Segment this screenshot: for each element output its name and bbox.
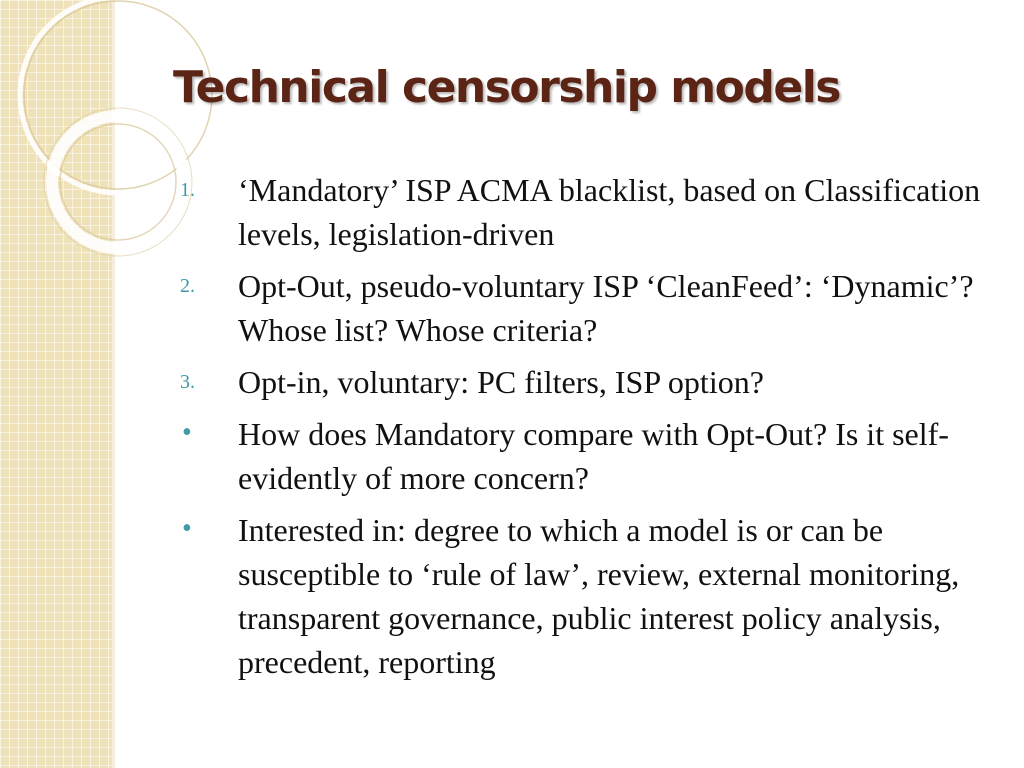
list-item xyxy=(168,168,1008,256)
list-item xyxy=(168,412,1008,500)
list-item-text: ‘Mandatory’ ISP ACMA blacklist, based on Classification levels, legislation-driven xyxy=(238,172,981,252)
slide-content-list xyxy=(168,168,1008,692)
list-item-text: Opt-Out, pseudo-voluntary ISP ‘CleanFeed’: ‘Dynamic’? Whose list? Whose criteria? xyxy=(238,268,974,348)
bullet-icon: • xyxy=(182,513,192,544)
list-item-text: Opt-in, voluntary: PC filters, ISP option? xyxy=(238,364,764,400)
bullet-icon: • xyxy=(182,417,192,448)
list-number: 1. xyxy=(180,179,195,201)
list-item-text: Interested in: degree to which a model is or can be susceptible to ‘rule of law’, review, external monitoring, transparent governance, public interest policy analysis, precedent, reporting xyxy=(238,512,960,680)
list-item xyxy=(168,264,1008,352)
list-item xyxy=(168,508,1008,684)
list-number: 2. xyxy=(180,275,195,297)
list-item-text: How does Mandatory compare with Opt-Out? Is it self-evidently of more concern? xyxy=(238,416,949,496)
slide-title: Technical censorship models xyxy=(173,62,840,113)
list-number: 3. xyxy=(180,371,195,393)
list-item xyxy=(168,360,1008,404)
